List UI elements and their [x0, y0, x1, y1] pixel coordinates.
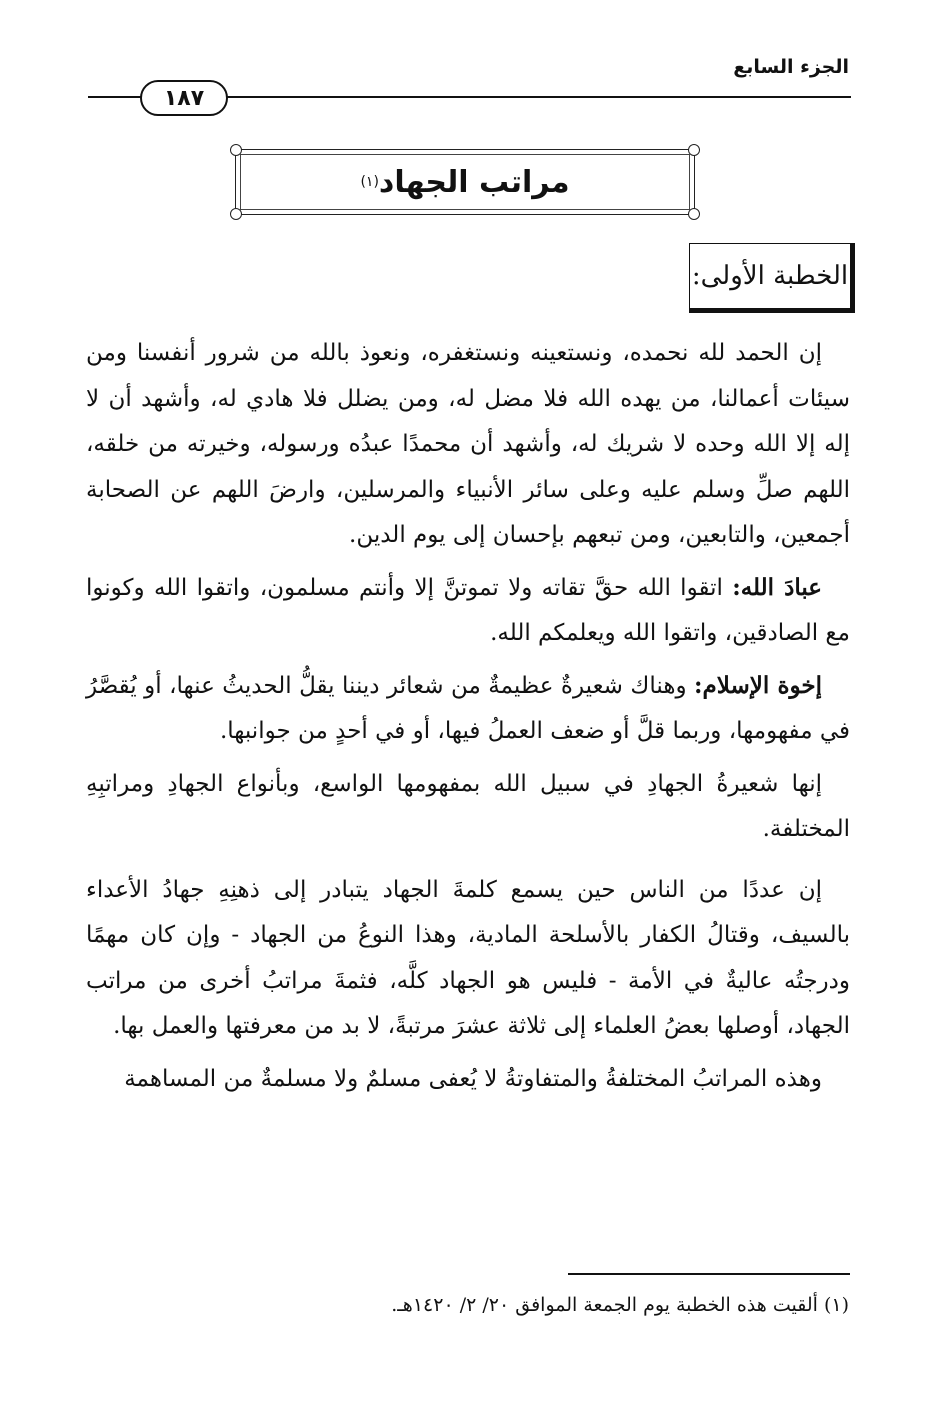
paragraph: [86, 663, 850, 755]
footnote-rule: [568, 1273, 850, 1275]
paragraph: [86, 330, 850, 559]
footnote-marker: (١): [360, 174, 379, 190]
paragraph: [86, 867, 850, 1050]
body-text: [86, 330, 850, 1108]
section-heading: الخطبة الأولى:: [689, 243, 855, 313]
paragraph-text: وهذه المراتبُ المختلفةُ والمتفاوتةُ لا يُعفى مسلمٌ ولا مسلمةٌ من المساهمة: [124, 1065, 822, 1092]
paragraph: [86, 565, 850, 657]
running-head: الجزء السابع: [733, 56, 849, 78]
chapter-title-frame: [235, 149, 695, 215]
paragraph-text: اتقوا الله حقَّ تقاته ولا تموتنَّ إلا وأنتم مسلمون، واتقوا الله وكونوا مع الصادقين، واتقوا الله ويعلمكم الله.: [86, 574, 850, 646]
paragraph-lead: إخوة الإسلام:: [694, 671, 822, 699]
footnote: (١) ألقيت هذه الخطبة يوم الجمعة الموافق ٢٠/ ٢/ ١٤٢٠هـ.: [391, 1294, 849, 1316]
paragraph-text: وهناك شعيرةٌ عظيمةٌ من شعائر ديننا يقلُّ الحديثُ عنها، أو يُقصَّرُ في مفهومها، وربما قلَّ أو ضعف العملُ فيها، أو في أحدٍ من جوانبها.: [86, 672, 850, 744]
paragraph-text: إنها شعيرةُ الجهادِ في سبيل الله بمفهومها الواسع، وبأنواع الجهادِ ومراتبِهِ المختلفة.: [86, 770, 850, 842]
page-number: ١٨٧: [140, 80, 228, 116]
chapter-title: [236, 150, 694, 214]
paragraph: [86, 1056, 850, 1103]
paragraph-text: إن عددًا من الناس حين يسمع كلمةَ الجهاد يتبادر إلى ذهنِهِ جهادُ الأعداء بالسيف، وقتالُ الكفار بالأسلحة المادية، وهذا النوعُ من الجهاد - وإن كان مهمًا ودرجتُه عاليةٌ في الأمة - فليس هو الجهاد كلَّه، فثمةَ مراتبُ أخرى من مراتب الجهاد، أوصلها بعضُ العلماء إلى ثلاثة عشرَ مرتبةً، لا بد من معرفتها والعمل بها.: [86, 876, 850, 1039]
paragraph: [86, 761, 850, 853]
chapter-title-text: مراتب الجهاد: [378, 164, 570, 200]
paragraph-text: إن الحمد لله نحمده، ونستعينه ونستغفره، ونعوذ بالله من شرور أنفسنا ومن سيئات أعمالنا، من يهده الله فلا مضل له، ومن يضلل فلا هادي له، وأشهد أن لا إله إلا الله وحده لا شريك له، وأشهد أن محمدًا عبدُه ورسوله، وخيرته من خلقه، اللهم صلِّ وسلم عليه وعلى سائر الأنبياء والمرسلين، وارضَ اللهم عن الصحابة أجمعين، والتابعين، ومن تبعهم بإحسان إلى يوم الدين.: [86, 340, 850, 548]
paragraph-lead: عبادَ الله:: [732, 573, 822, 601]
